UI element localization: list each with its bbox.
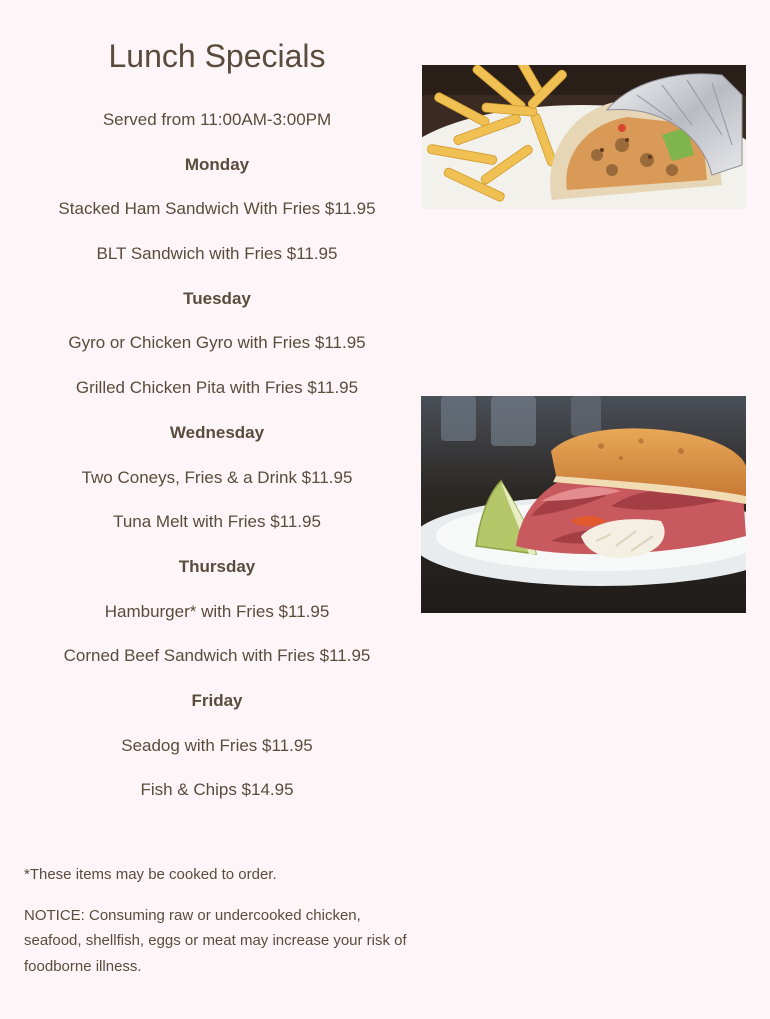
day-heading: Wednesday — [169, 422, 265, 442]
day-heading: Thursday — [178, 556, 256, 576]
day-section-friday — [24, 679, 410, 813]
food-safety-notice: NOTICE: Consuming raw or undercooked chicken, seafood, shellfish, eggs or meat may increase your risk of foodborne illness. — [24, 906, 407, 975]
menu-item: Seadog with Fries $11.95 — [121, 735, 313, 755]
menu-item: Two Coneys, Fries & a Drink $11.95 — [81, 467, 353, 487]
day-heading: Monday — [184, 154, 250, 174]
menu-item: Stacked Ham Sandwich With Fries $11.95 — [58, 199, 376, 219]
page-title: Lunch Specials — [108, 38, 326, 74]
menu-item: Tuna Melt with Fries $11.95 — [113, 512, 321, 532]
menu-item: Corned Beef Sandwich with Fries $11.95 — [63, 646, 371, 666]
day-section-tuesday — [24, 277, 410, 411]
day-section-thursday — [24, 545, 410, 679]
day-heading: Tuesday — [183, 288, 251, 308]
menu-notes — [24, 862, 412, 994]
chicken-wrap-photo — [422, 65, 746, 209]
menu-item: Grilled Chicken Pita with Fries $11.95 — [75, 378, 359, 398]
day-section-monday — [24, 143, 410, 277]
reuben-sandwich-photo — [421, 396, 746, 613]
menu-item: BLT Sandwich with Fries $11.95 — [96, 244, 338, 264]
menu-item: Fish & Chips $14.95 — [140, 780, 294, 800]
menu-item: Gyro or Chicken Gyro with Fries $11.95 — [68, 333, 366, 353]
day-heading: Friday — [191, 690, 243, 710]
day-section-wednesday — [24, 411, 410, 545]
cooked-to-order-note: *These items may be cooked to order. — [24, 866, 277, 883]
menu-item: Hamburger* with Fries $11.95 — [104, 601, 330, 621]
lunch-specials-menu — [24, 0, 410, 813]
served-hours: Served from 11:00AM-3:00PM — [102, 110, 332, 129]
